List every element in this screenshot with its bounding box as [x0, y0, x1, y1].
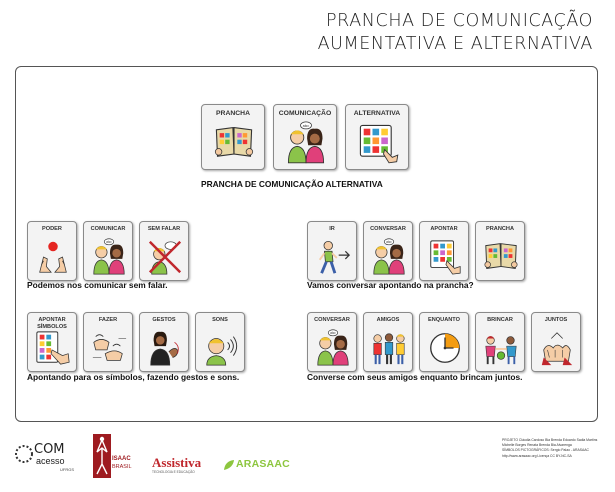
clock-icon	[425, 329, 465, 367]
symbol-label: CONVERSAR	[314, 317, 350, 323]
board-icon	[208, 121, 260, 165]
symbol-label: SEM FALAR	[147, 226, 181, 232]
symbol-label: PRANCHA	[216, 110, 250, 117]
point-symbols-icon	[33, 329, 73, 367]
make-icon	[89, 329, 129, 367]
isaac-brasil-logo	[93, 434, 132, 482]
symbol-card-sem-falar[interactable]	[139, 221, 189, 281]
symbol-card-prancha[interactable]	[201, 104, 265, 170]
symbol-card-apontar[interactable]	[419, 221, 469, 281]
symbol-card-fazer[interactable]	[83, 312, 133, 372]
talk-icon	[369, 238, 409, 276]
symbol-label: SONS	[212, 317, 228, 323]
dotted-circle-icon	[14, 444, 34, 464]
symbol-label: PRANCHA	[486, 226, 514, 232]
title-line-2: AUMENTATIVA E ALTERNATIVA	[317, 34, 593, 54]
communicate-icon	[89, 238, 129, 276]
logo-text-brasil: BRASIL	[112, 464, 132, 470]
symbol-card-conversar-2[interactable]	[307, 312, 357, 372]
symbol-card-poder[interactable]	[27, 221, 77, 281]
assistiva-logo	[152, 455, 212, 477]
no-speech-icon	[145, 238, 185, 276]
symbol-label: JUNTOS	[544, 317, 568, 323]
symbol-label: APONTAR	[430, 226, 458, 232]
logo-text-arasaac: ARASAAC	[236, 458, 290, 470]
symbol-card-amigos[interactable]	[363, 312, 413, 372]
credits-block	[502, 438, 610, 459]
communication-board	[15, 66, 598, 422]
symbol-card-prancha-2[interactable]	[475, 221, 525, 281]
symbol-label: PODER	[42, 226, 62, 232]
symbol-label: ALTERNATIVA	[353, 110, 401, 117]
symbol-card-gestos[interactable]	[139, 312, 189, 372]
sentence-4: Converse com seus amigos enquanto brincam juntos.	[307, 372, 523, 382]
symbol-card-enquanto[interactable]	[419, 312, 469, 372]
credits-line: PROJETO Cláudia Cardoso Bia Brenda Eduardo Sadia Martins	[502, 438, 598, 442]
communication-icon	[280, 121, 332, 165]
symbol-label: COMUNICAR	[90, 226, 126, 232]
symbol-card-comunicar[interactable]	[83, 221, 133, 281]
friends-icon	[369, 329, 409, 367]
sentence-3: Apontando para os símbolos, fazendo gestos e sons.	[27, 372, 240, 382]
symbol-label: BRINCAR	[487, 317, 513, 323]
symbol-card-brincar[interactable]	[475, 312, 525, 372]
together-icon	[537, 329, 577, 367]
board-icon	[481, 238, 521, 276]
symbol-card-alternativa[interactable]	[345, 104, 409, 170]
com-acesso-logo	[14, 440, 74, 476]
sentence-2: Vamos conversar apontando na prancha?	[307, 280, 474, 290]
top-sentence: PRANCHA DE COMUNICAÇÃO ALTERNATIVA	[201, 179, 383, 189]
symbol-label: FAZER	[98, 317, 118, 323]
logo-text-assistiva: Assistiva	[152, 455, 202, 470]
play-icon	[481, 329, 521, 367]
talk-icon	[313, 329, 353, 367]
symbol-card-comunicacao[interactable]	[273, 104, 337, 170]
credits-line: http://www.arasaac.org Licença CC BY-NC-SA	[502, 453, 572, 458]
logo-text-assistiva-sub: TECNOLOGIA E EDUCAÇÃO	[152, 470, 195, 474]
symbol-card-ir[interactable]	[307, 221, 357, 281]
sentence-1: Podemos nos comunicar sem falar.	[27, 280, 168, 290]
isaac-figure-icon	[93, 434, 111, 478]
symbol-label: CONVERSAR	[370, 226, 406, 232]
sounds-icon	[201, 329, 241, 367]
title-line-1: PRANCHA DE COMUNICAÇÃO	[326, 11, 593, 31]
logo-text-ufrgs: UFRGS	[60, 467, 74, 472]
go-icon	[313, 238, 353, 276]
logo-text-isaac: ISAAC	[112, 456, 131, 462]
page-title	[318, 10, 593, 56]
arasaac-leaf-icon	[223, 459, 235, 471]
symbol-label: GESTOS	[152, 317, 176, 323]
symbol-label: ENQUANTO	[428, 317, 460, 323]
arasaac-logo	[223, 458, 293, 474]
symbol-label: APONTAR SÍMBOLOS	[37, 317, 67, 330]
credits-line: Michelle Borges Renata Brenda Bia Alvarenga	[502, 443, 572, 448]
symbol-grid-icon	[352, 121, 404, 165]
symbol-label: AMIGOS	[376, 317, 400, 323]
symbol-card-juntos[interactable]	[531, 312, 581, 372]
symbol-label: COMUNICAÇÃO	[278, 110, 332, 117]
symbol-card-sons[interactable]	[195, 312, 245, 372]
symbol-label: IR	[329, 226, 335, 232]
logo-text-acesso: acesso	[36, 456, 65, 466]
can-icon	[33, 238, 73, 276]
symbol-card-apontar-simbolos[interactable]	[27, 312, 77, 372]
point-icon	[425, 238, 465, 276]
credits-line: SÍMBOLOS PICTOGRÁFICOS: Sergio Palao - ARASAAC	[502, 448, 589, 453]
gestures-icon	[145, 329, 185, 367]
symbol-card-conversar[interactable]	[363, 221, 413, 281]
logo-text-com: COM	[34, 442, 65, 457]
